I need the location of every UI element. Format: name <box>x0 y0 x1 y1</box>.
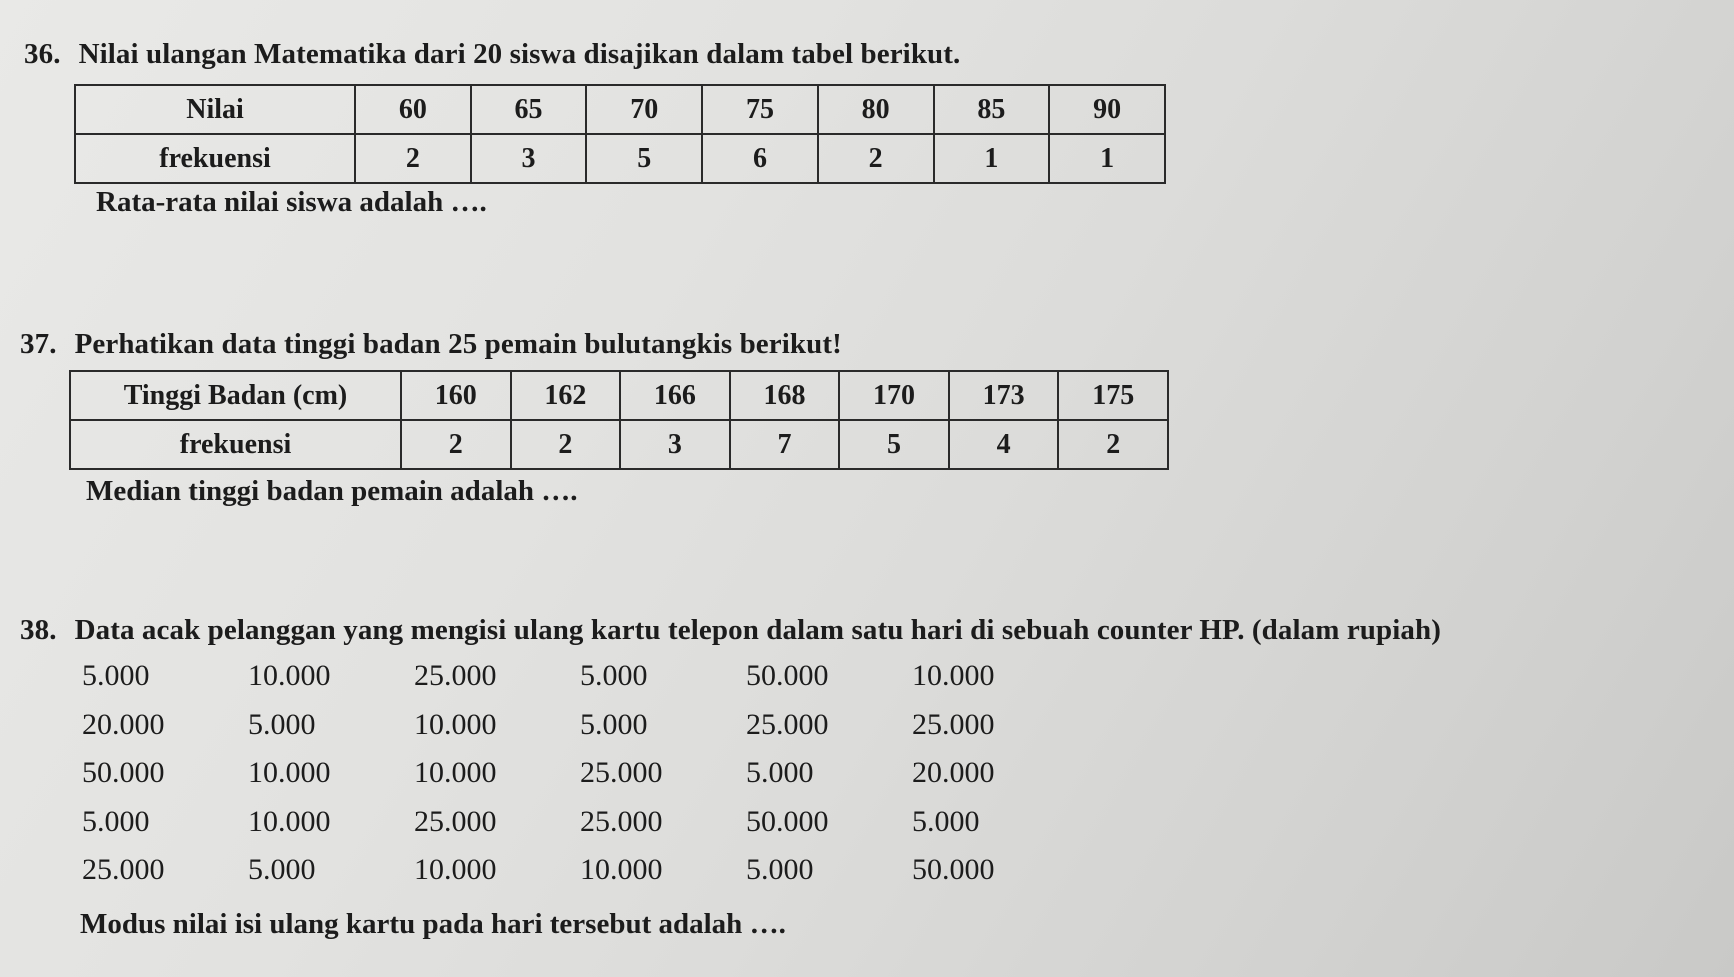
q36-cell: 1 <box>1049 134 1165 183</box>
q37-row2-label: frekuensi <box>70 420 401 469</box>
q36-cell: 60 <box>355 85 471 134</box>
q36-row-nilai <box>75 85 1165 134</box>
q38-value: 5.000 <box>746 853 814 887</box>
q36-row1-label: Nilai <box>75 85 355 134</box>
q37-cell: 173 <box>949 371 1059 420</box>
q38-question: Modus nilai isi ulang kartu pada hari tersebut adalah …. <box>80 908 786 940</box>
q37-cell: 2 <box>511 420 621 469</box>
q36-cell: 6 <box>702 134 818 183</box>
q36-cell: 5 <box>586 134 702 183</box>
q38-value: 25.000 <box>414 659 497 692</box>
q36-cell: 80 <box>818 85 934 134</box>
q36-row-frekuensi <box>75 134 1165 183</box>
q38-value: 10.000 <box>248 659 331 692</box>
q37-cell: 162 <box>511 371 621 420</box>
q36-cell: 90 <box>1049 85 1165 134</box>
q38-value: 25.000 <box>414 804 497 838</box>
q38-value: 25.000 <box>580 756 663 790</box>
q38-value: 10.000 <box>248 756 331 790</box>
q38-value: 25.000 <box>746 707 829 741</box>
q36-number: 36. <box>24 38 61 70</box>
q37-cell: 3 <box>620 420 730 469</box>
q36-cell: 85 <box>934 85 1050 134</box>
q38-value: 5.000 <box>248 853 316 887</box>
q38-value: 25.000 <box>912 707 995 741</box>
q37-text: Perhatikan data tinggi badan 25 pemain bulutangkis berikut! <box>74 328 842 360</box>
q37-number: 37. <box>20 328 57 360</box>
q38-value: 5.000 <box>248 707 316 741</box>
q38-value: 20.000 <box>82 707 165 741</box>
q37-cell: 4 <box>949 420 1059 469</box>
q38-data-grid <box>82 659 1078 902</box>
q38-value: 25.000 <box>580 804 663 838</box>
q38-value: 5.000 <box>580 659 648 692</box>
q37-cell: 2 <box>401 420 511 469</box>
q38-value: 5.000 <box>82 804 150 838</box>
q36-cell: 1 <box>934 134 1050 183</box>
q38-value: 10.000 <box>414 756 497 790</box>
q38-value: 10.000 <box>912 659 995 692</box>
q38-value: 50.000 <box>82 756 165 790</box>
q36-cell: 2 <box>355 134 471 183</box>
q37-row-tinggi <box>70 371 1168 420</box>
q37-cell: 170 <box>839 371 949 420</box>
q37-cell: 166 <box>620 371 730 420</box>
q36-question: Rata-rata nilai siswa adalah …. <box>96 186 487 218</box>
q38-value: 20.000 <box>912 756 995 790</box>
q36-cell: 65 <box>471 85 587 134</box>
q38-value: 50.000 <box>912 853 995 887</box>
q37-cell: 5 <box>839 420 949 469</box>
q37-table <box>69 370 1169 470</box>
q38-value: 10.000 <box>248 804 331 838</box>
q37-cell: 175 <box>1058 371 1168 420</box>
q38-value: 50.000 <box>746 804 829 838</box>
q38-title <box>20 614 1441 647</box>
q38-number: 38. <box>20 614 57 646</box>
q37-title <box>20 328 842 361</box>
q38-value: 5.000 <box>82 659 150 692</box>
q37-question: Median tinggi badan pemain adalah …. <box>86 475 578 507</box>
q37-row-frekuensi <box>70 420 1168 469</box>
q38-value: 25.000 <box>82 853 165 887</box>
q37-cell: 160 <box>401 371 511 420</box>
q36-title <box>24 38 960 71</box>
q36-cell: 2 <box>818 134 934 183</box>
q37-cell: 168 <box>730 371 840 420</box>
q38-value: 5.000 <box>580 707 648 741</box>
q36-cell: 75 <box>702 85 818 134</box>
q38-value: 10.000 <box>580 853 663 887</box>
q38-value: 50.000 <box>746 659 829 692</box>
q37-cell: 2 <box>1058 420 1168 469</box>
q36-cell: 3 <box>471 134 587 183</box>
q36-row2-label: frekuensi <box>75 134 355 183</box>
q38-value: 5.000 <box>746 756 814 790</box>
q37-row1-label: Tinggi Badan (cm) <box>70 371 401 420</box>
q38-text: Data acak pelanggan yang mengisi ulang kartu telepon dalam satu hari di sebuah counter HP. (dalam rupiah) <box>74 614 1442 646</box>
q38-value: 5.000 <box>912 804 980 838</box>
q38-value: 10.000 <box>414 853 497 887</box>
q38-value: 10.000 <box>414 707 497 741</box>
q36-cell: 70 <box>586 85 702 134</box>
q36-table <box>74 84 1166 184</box>
q37-cell: 7 <box>730 420 840 469</box>
q36-text: Nilai ulangan Matematika dari 20 siswa disajikan dalam tabel berikut. <box>78 38 961 70</box>
